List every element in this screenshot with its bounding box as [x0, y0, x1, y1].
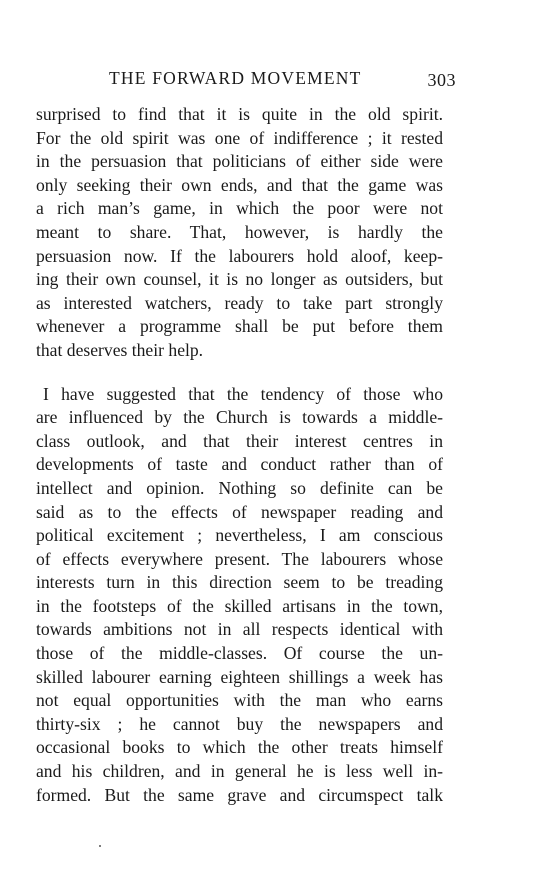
text-line: thirty-six ; he cannot buy the newspapers and	[36, 713, 443, 734]
text-line: ing their own counsel, it is no longer as outsiders, but	[36, 269, 443, 290]
text-line: towards ambitions not in all respects identical with	[36, 619, 443, 640]
page-number: 303	[427, 70, 456, 90]
text-line: that deserves their help.	[36, 339, 204, 360]
text-line: meant to share. That, however, is hardly the	[36, 221, 443, 242]
text-line: intellect and opinion. Nothing so definite can be	[36, 477, 443, 498]
text-line: only seeking their own ends, and that the game was	[36, 174, 443, 195]
text-line: as interested watchers, ready to take part strongly	[36, 292, 443, 313]
text-line: in the footsteps of the skilled artisans in the town,	[36, 595, 443, 616]
text-line: persuasion now. If the labourers hold aloof, keep-	[36, 245, 443, 266]
paragraph-2	[36, 383, 443, 808]
text-line: are influenced by the Church is towards a middle-	[36, 407, 443, 428]
text-line: class outlook, and that their interest centres in	[36, 430, 443, 451]
text-line: interests turn in this direction seem to be treading	[36, 572, 443, 593]
paragraph-1	[36, 103, 443, 363]
text-line: of effects everywhere present. The labourers whose	[36, 548, 443, 569]
text-line: a rich man’s game, in which the poor were not	[36, 198, 443, 219]
running-head	[36, 68, 456, 94]
text-line: For the old spirit was one of indifference ; it rested	[36, 127, 443, 148]
text-line: surprised to find that it is quite in the old spirit.	[36, 104, 443, 124]
running-title: THE FORWARD MOVEMENT	[109, 68, 362, 88]
text-line: not equal opportunities with the man who earns	[36, 690, 443, 711]
text-line: occasional books to which the other treats himself	[36, 737, 443, 758]
text-line: in the persuasion that politicians of either side were	[36, 151, 443, 172]
paragraph-gap	[36, 363, 443, 383]
text-line: developments of taste and conduct rather than of	[36, 454, 443, 475]
text-line: whenever a programme shall be put before them	[36, 316, 443, 337]
text-line: skilled labourer earning eighteen shillings a week has	[36, 666, 443, 687]
text-line: and his children, and in general he is less well in-	[36, 761, 443, 782]
body-text	[36, 103, 443, 807]
text-line: I have suggested that the tendency of those who	[43, 383, 443, 404]
text-line: said as to the effects of newspaper reading and	[36, 501, 443, 522]
text-line: political excitement ; nevertheless, I am conscious	[36, 525, 443, 546]
print-speck	[99, 845, 101, 847]
text-line: formed. But the same grave and circumspect talk	[36, 784, 443, 805]
text-line: those of the middle-classes. Of course the un-	[36, 643, 443, 664]
